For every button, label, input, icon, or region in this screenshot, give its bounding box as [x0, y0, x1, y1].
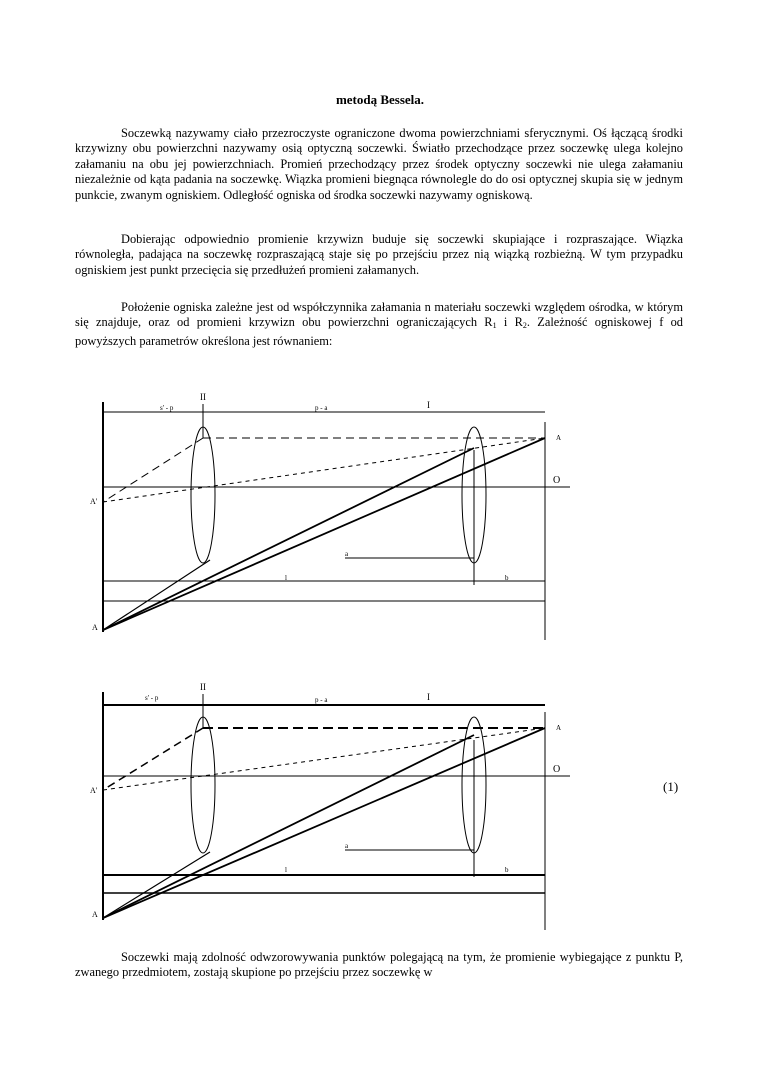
- document-title: metodą Bessela.: [335, 92, 425, 107]
- paragraph-text: Dobierając odpowiednio promienie krzywizn buduje się soczewki skupiające i rozpraszające. Wiązka równoległa, padająca na soczewkę rozpraszającą staje się po przejściu przez nią wiązką rozbieżną. W tym przypadku ogniskiem jest punkt przecięcia się przedłużeń promieni załamanych.: [75, 232, 683, 277]
- paragraph-text: Położenie ogniska zależne jest od współczynnika załamania n materiału soczewki względem ośrodka, w którym się znajduje, oraz od promieni krzywizn obu powierzchni ograniczających R: [75, 300, 683, 330]
- label-o: O: [553, 475, 561, 486]
- ray-solid-3: [103, 852, 210, 918]
- label-dim-b: b: [505, 574, 509, 582]
- label-dim-left: s' - p: [145, 694, 159, 702]
- bessel-diagram-top: [0, 390, 580, 640]
- label-dim-mid: p - a: [315, 696, 328, 704]
- label-dim-l: l: [285, 866, 287, 874]
- label-object-a: A: [92, 623, 98, 632]
- label-dim-b: b: [505, 866, 509, 874]
- ray-dashed-3: [103, 728, 545, 790]
- label-point-a-right: A: [556, 434, 562, 442]
- paragraph-lens-types: [75, 232, 683, 278]
- label-dim-mid: p - a: [315, 404, 328, 412]
- label-image-a1: A': [90, 786, 98, 795]
- label-dim-l: l: [285, 574, 287, 582]
- ray-solid-3: [103, 560, 210, 630]
- subscript-r2: 2: [522, 321, 527, 331]
- paragraph-imaging: [75, 950, 683, 981]
- label-dim-left: s' - p: [160, 404, 174, 412]
- paragraph-text: Soczewką nazywamy ciało przezroczyste ograniczone dwoma powierzchniami sferycznymi. Oś łączącą środki krzywizny obu powierzchni nazywamy osią optyczną soczewki. Światło przechodzące przez soczewkę ulega kolejno załamaniu na obu jej powierzchniach. Promień przechodzący przez środek optyczny soczewki nie ulega załamaniu niezależnie od kąta padania na soczewkę. Wiązka promieni biegnąca równolegle do do osi optycznej skupia się w jednym punkcie, zwanym ogniskiem. Odległość ogniska od środka soczewki nazywamy ogniskową.: [75, 126, 683, 202]
- paragraph-text: i R: [496, 315, 523, 330]
- label-dim-a: a: [345, 550, 349, 558]
- label-object-a: A: [92, 910, 98, 919]
- lens-ii: [191, 427, 215, 563]
- ray-solid-1: [103, 728, 545, 918]
- lens-ii: [191, 717, 215, 853]
- equation-number: (1): [663, 779, 679, 794]
- label-lens-i: I: [427, 692, 430, 702]
- paragraph-text: Soczewki mają zdolność odwzorowywania punktów polegającą na tym, że promienie wybiegające z punktu P, zwanego przedmiotem, zostają skupione po przejściu przez soczewkę w: [75, 950, 683, 980]
- paragraph-text: . Zależność ogniskowej f od powyższych parametrów określona jest równaniem:: [75, 315, 684, 348]
- ray-dashed-2: [103, 438, 203, 502]
- label-o: O: [553, 764, 561, 775]
- label-point-a-right: A: [556, 724, 562, 732]
- paragraph-lens-definition: [75, 126, 683, 203]
- label-lens-ii: II: [200, 392, 206, 402]
- ray-dashed-2: [103, 728, 203, 790]
- label-dim-a: a: [345, 842, 349, 850]
- paragraph-focal-position: [75, 300, 683, 349]
- subscript-r1: 1: [492, 321, 497, 331]
- label-lens-i: I: [427, 400, 430, 410]
- bessel-diagram-bottom: [0, 680, 580, 930]
- label-image-a1: A': [90, 497, 98, 506]
- ray-dashed-3: [103, 438, 545, 502]
- label-lens-ii: II: [200, 682, 206, 692]
- ray-solid-2: [103, 735, 474, 918]
